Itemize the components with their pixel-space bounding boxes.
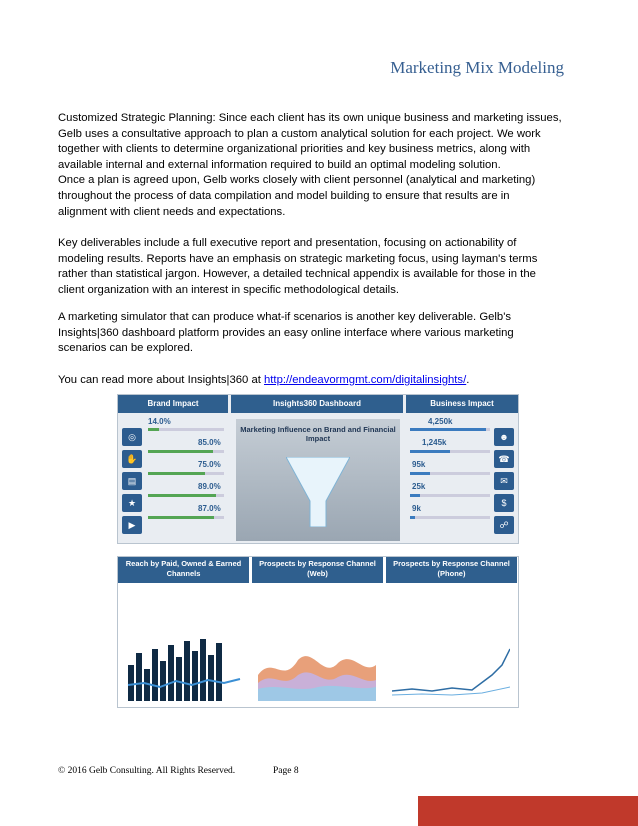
text-line: alignment with client needs and expectations. xyxy=(58,205,286,218)
text-line: Customized Strategic Planning: Since each client has its own unique business and marketing issues, xyxy=(58,112,562,124)
text-line: client organization with an interest in specific methodological details. xyxy=(58,283,399,296)
brand-bar xyxy=(148,450,224,453)
binoculars-icon: ◎ xyxy=(122,428,142,446)
funnel-icon xyxy=(286,457,350,527)
paragraph-simulator xyxy=(58,310,580,357)
brand-icon-column xyxy=(122,428,142,538)
business-bar xyxy=(410,494,490,497)
corner-decoration xyxy=(418,796,638,826)
text-line: Insights|360 dashboard platform provides an easy online interface where various marketing xyxy=(58,326,514,339)
dashboard-screenshot xyxy=(117,394,519,544)
center-heading: Marketing Influence on Brand and Financial Impact xyxy=(240,425,396,443)
brand-metric: 14.0% xyxy=(148,417,171,426)
megaphone-icon: ▶ xyxy=(122,516,142,534)
chat-icon: ✉ xyxy=(494,472,514,490)
star-icon: ★ xyxy=(122,494,142,512)
chart-icon: ▤ xyxy=(122,472,142,490)
text-line: available internal and external information required to build an optimal modeling solution. xyxy=(58,158,501,171)
read-more-prefix: You can read more about Insights|360 at xyxy=(58,374,265,386)
business-metric: 95k xyxy=(412,460,426,469)
read-more-suffix: . xyxy=(466,374,470,386)
text-line: scenarios can be explored. xyxy=(58,342,194,355)
business-impact-header: Business Impact xyxy=(406,395,518,413)
text-line: Once a plan is agreed upon, Gelb works closely with client personnel (analytical and marketing) xyxy=(58,174,536,187)
reach-bar-chart xyxy=(124,625,242,701)
text-line: Key deliverables include a full executive report and presentation, focusing on actionability of xyxy=(58,237,517,249)
brand-metric: 89.0% xyxy=(198,482,221,491)
web-panel-title: Prospects by Response Channel (Web) xyxy=(252,557,383,583)
business-metric: 9k xyxy=(412,504,421,513)
text-line: Gelb uses a consultative approach to plan a custom analytical solution for each project. We work xyxy=(58,127,541,140)
reach-panel-title: Reach by Paid, Owned & Earned Channels xyxy=(118,557,249,583)
handshake-icon: ☍ xyxy=(494,516,514,534)
brand-bar xyxy=(148,516,224,519)
page-title: Marketing Mix Modeling xyxy=(390,58,564,77)
text-line: modeling results. Reports have an emphasis on strategic marketing focus, using layman's terms xyxy=(58,252,538,265)
channel-dashboard-screenshot xyxy=(117,556,519,708)
brand-bar xyxy=(148,428,224,431)
text-line: together with clients to determine organizational priorities and key business metrics, along with xyxy=(58,143,531,156)
business-metric: 1,245k xyxy=(422,438,447,447)
business-metric: 25k xyxy=(412,482,426,491)
text-line: throughout the process of data compilation and model building to ensure that results are in xyxy=(58,189,510,202)
brand-impact-header: Brand Impact xyxy=(118,395,228,413)
insights-link[interactable]: http://endeavormgmt.com/digitalinsights/ xyxy=(264,374,467,386)
hand-icon: ✋ xyxy=(122,450,142,468)
business-bar xyxy=(410,472,490,475)
brand-metric: 75.0% xyxy=(198,460,221,469)
paragraph-read-more xyxy=(58,373,580,389)
brand-bar xyxy=(148,494,224,497)
sales-icon: $ xyxy=(494,494,514,512)
text-line: rather than statistical jargon. However, a detailed technical appendix is available for those in the xyxy=(58,268,536,281)
business-bar xyxy=(410,450,490,453)
phone-line-chart xyxy=(392,625,510,701)
paragraph-deliverables xyxy=(58,236,580,298)
business-icon-column xyxy=(494,428,514,538)
phone-icon: ☎ xyxy=(494,450,514,468)
reach-panel xyxy=(118,557,249,705)
footer xyxy=(58,766,299,776)
brand-bar xyxy=(148,472,224,475)
business-bar xyxy=(410,516,490,519)
brand-metric: 85.0% xyxy=(198,438,221,447)
copyright-text: © 2016 Gelb Consulting. All Rights Reserved. xyxy=(58,766,236,776)
phone-panel-title: Prospects by Response Channel (Phone) xyxy=(386,557,517,583)
text-line: A marketing simulator that can produce what-if scenarios is another key deliverable. Gelb's xyxy=(58,311,512,323)
people-icon: ☻ xyxy=(494,428,514,446)
brand-metric: 87.0% xyxy=(198,504,221,513)
text-line xyxy=(58,373,580,389)
marketing-influence-graphic xyxy=(236,419,400,541)
phone-panel xyxy=(386,557,517,705)
web-area-chart xyxy=(258,625,376,701)
page-number: Page 8 xyxy=(273,766,299,776)
dashboard-title-header: Insights360 Dashboard xyxy=(231,395,403,413)
business-metric: 4,250k xyxy=(428,417,453,426)
business-bar xyxy=(410,428,490,431)
web-panel xyxy=(252,557,383,705)
paragraph-strategic-planning xyxy=(58,111,580,220)
